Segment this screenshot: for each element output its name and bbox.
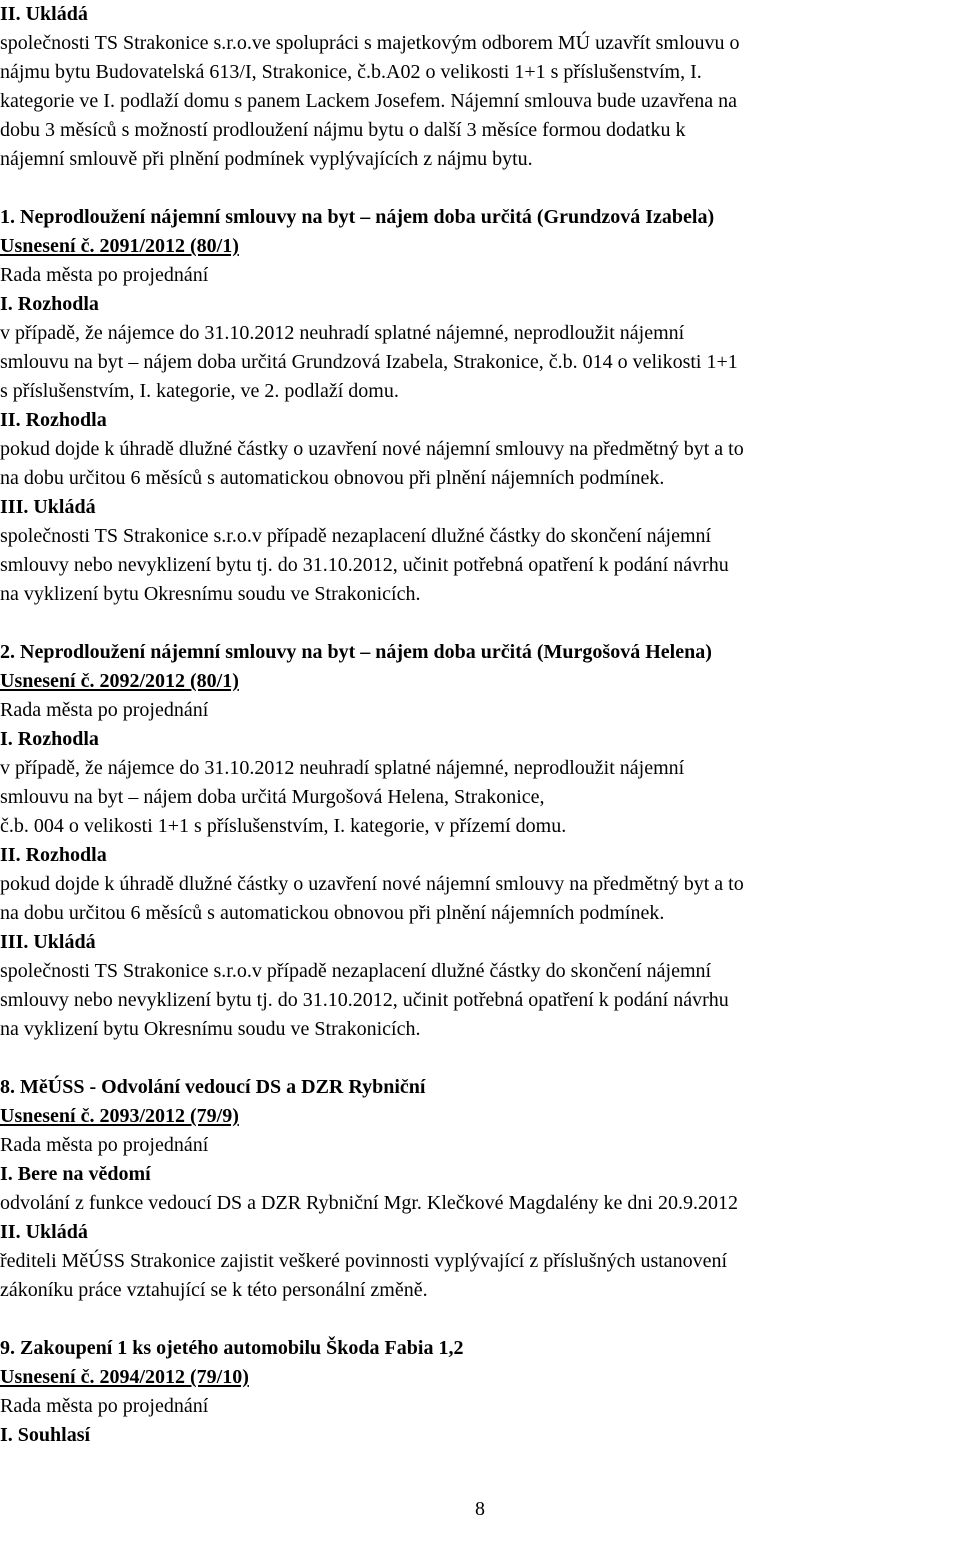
- section-label: II. Ukládá: [0, 1221, 88, 1243]
- blank-line: [0, 1305, 955, 1334]
- paragraph: [0, 870, 955, 928]
- section-label: III. Ukládá: [0, 931, 96, 953]
- paragraph-line: v případě, že nájemce do 31.10.2012 neuhradí splatné nájemné, neprodloužit nájemní: [0, 757, 685, 779]
- section-label: III. Ukládá: [0, 496, 96, 518]
- text-line: odvolání z funkce vedoucí DS a DZR Rybniční Mgr. Klečkové Magdalény ke dni 20.9.2012: [0, 1192, 738, 1214]
- paragraph-line: společnosti TS Strakonice s.r.o.ve spolupráci s majetkovým odborem MÚ uzavřít smlouvu o: [0, 32, 740, 54]
- paragraph-line: v případě, že nájemce do 31.10.2012 neuhradí splatné nájemné, neprodloužit nájemní: [0, 322, 685, 344]
- paragraph: [0, 319, 955, 406]
- agenda-item-heading: 1. Neprodloužení nájemní smlouvy na byt – nájem doba určitá (Grundzová Izabela): [0, 206, 715, 228]
- paragraph-line: nájmu bytu Budovatelská 613/I, Strakonice, č.b.A02 o velikosti 1+1 s příslušenstvím, I.: [0, 61, 702, 83]
- paragraph: [0, 957, 955, 1044]
- paragraph-line: na dobu určitou 6 měsíců s automatickou obnovou při plnění nájemních podmínek.: [0, 902, 665, 924]
- section-label: II. Rozhodla: [0, 844, 107, 866]
- paragraph: [0, 522, 955, 609]
- paragraph-line: smlouvu na byt – nájem doba určitá Grundzová Izabela, Strakonice, č.b. 014 o velikosti 1+1: [0, 351, 738, 373]
- paragraph-line: smlouvy nebo nevyklizení bytu tj. do 31.10.2012, učinit potřebná opatření k podání návrhu: [0, 554, 729, 576]
- paragraph-line: na dobu určitou 6 měsíců s automatickou obnovou při plnění nájemních podmínek.: [0, 467, 665, 489]
- paragraph: [0, 754, 955, 841]
- paragraph-line: pokud dojde k úhradě dlužné částky o uzavření nové nájemní smlouvy na předmětný byt a to: [0, 873, 744, 895]
- section-label: I. Rozhodla: [0, 293, 99, 315]
- agenda-item-heading: 9. Zakoupení 1 ks ojetého automobilu Škoda Fabia 1,2: [0, 1337, 464, 1359]
- paragraph: [0, 29, 955, 174]
- blank-line: [0, 1044, 955, 1073]
- page-number: 8: [475, 1498, 485, 1520]
- paragraph-line: pokud dojde k úhradě dlužné částky o uzavření nové nájemní smlouvy na předmětný byt a to: [0, 438, 744, 460]
- section-label: I. Bere na vědomí: [0, 1163, 151, 1185]
- resolution-number: Usnesení č. 2093/2012 (79/9): [0, 1105, 239, 1127]
- paragraph-line: č.b. 004 o velikosti 1+1 s příslušenstvím, I. kategorie, v přízemí domu.: [0, 815, 567, 837]
- text-line: Rada města po projednání: [0, 264, 209, 286]
- resolution-number: Usnesení č. 2091/2012 (80/1): [0, 235, 239, 257]
- text-line: Rada města po projednání: [0, 1134, 209, 1156]
- agenda-item-heading: 8. MěÚSS - Odvolání vedoucí DS a DZR Rybniční: [0, 1076, 426, 1098]
- paragraph-line: společnosti TS Strakonice s.r.o.v případě nezaplacení dlužné částky do skončení nájemní: [0, 960, 712, 982]
- paragraph-line: kategorie ve I. podlaží domu s panem Lackem Josefem. Nájemní smlouva bude uzavřena na: [0, 90, 737, 112]
- paragraph-line: na vyklizení bytu Okresnímu soudu ve Strakonicích.: [0, 583, 421, 605]
- agenda-item-heading: 2. Neprodloužení nájemní smlouvy na byt – nájem doba určitá (Murgošová Helena): [0, 641, 712, 663]
- text-line: Rada města po projednání: [0, 1395, 209, 1417]
- blank-line: [0, 609, 955, 638]
- section-label: I. Souhlasí: [0, 1424, 91, 1446]
- paragraph-line: smlouvu na byt – nájem doba určitá Murgošová Helena, Strakonice,: [0, 786, 545, 808]
- paragraph-line: na vyklizení bytu Okresnímu soudu ve Strakonicích.: [0, 1018, 421, 1040]
- paragraph-line: nájemní smlouvě při plnění podmínek vyplývajících z nájmu bytu.: [0, 148, 533, 170]
- paragraph: [0, 1247, 955, 1305]
- text-line: Rada města po projednání: [0, 699, 209, 721]
- section-label: II. Ukládá: [0, 3, 88, 25]
- paragraph-line: smlouvy nebo nevyklizení bytu tj. do 31.10.2012, učinit potřebná opatření k podání návrhu: [0, 989, 729, 1011]
- paragraph-line: s příslušenstvím, I. kategorie, ve 2. podlaží domu.: [0, 380, 399, 402]
- resolution-number: Usnesení č. 2094/2012 (79/10): [0, 1366, 249, 1388]
- paragraph-line: dobu 3 měsíců s možností prodloužení nájmu bytu o další 3 měsíce formou dodatku k: [0, 119, 686, 141]
- paragraph-line: řediteli MěÚSS Strakonice zajistit veškeré povinnosti vyplývající z příslušných ustanovení: [0, 1250, 728, 1272]
- paragraph-line: společnosti TS Strakonice s.r.o.v případě nezaplacení dlužné částky do skončení nájemní: [0, 525, 712, 547]
- section-label: I. Rozhodla: [0, 728, 99, 750]
- resolution-number: Usnesení č. 2092/2012 (80/1): [0, 670, 239, 692]
- section-label: II. Rozhodla: [0, 409, 107, 431]
- paragraph-line: zákoníku práce vztahující se k této personální změně.: [0, 1279, 428, 1301]
- paragraph: [0, 435, 955, 493]
- blank-line: [0, 174, 955, 203]
